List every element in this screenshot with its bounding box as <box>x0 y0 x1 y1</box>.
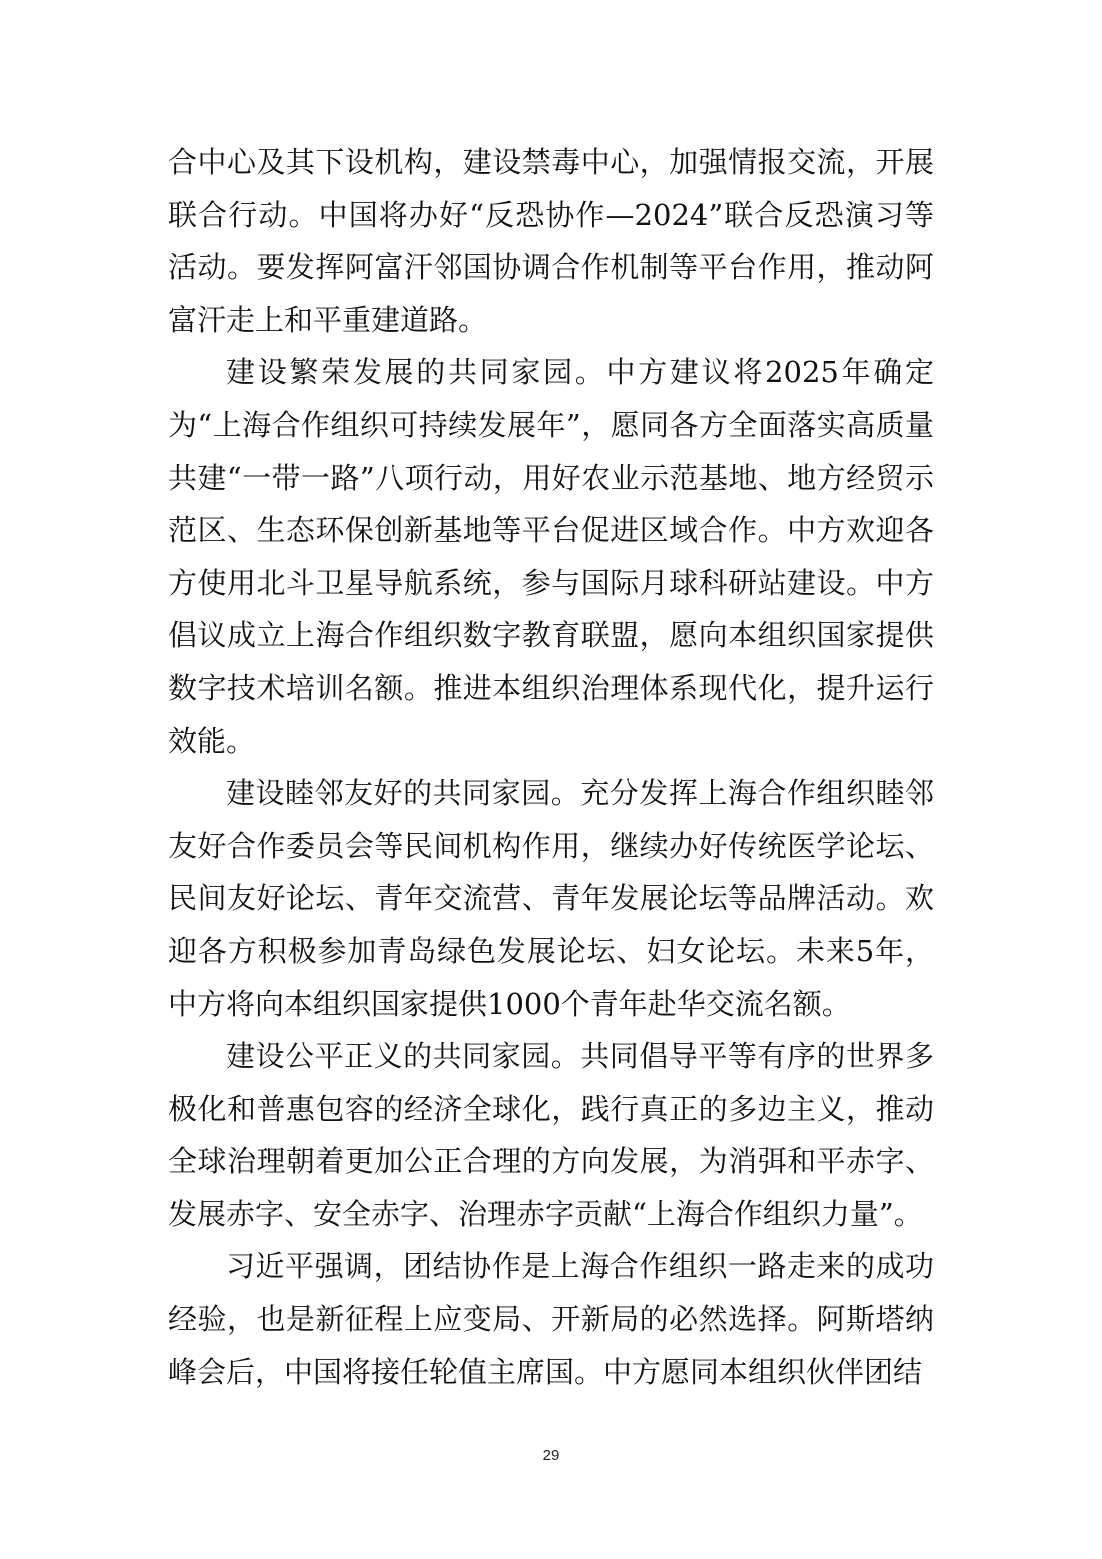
body-text <box>168 136 934 1398</box>
paragraph-5: 习近平强调，团结协作是上海合作组织一路走来的成功经验，也是新征程上应变局、开新局的必然选择。阿斯塔纳峰会后，中国将接任轮值主席国。中方愿同本组织伙伴团结 <box>168 1249 934 1389</box>
paragraph-2: 建设繁荣发展的共同家园。中方建议将2025年确定为“上海合作组织可持续发展年”，愿同各方全面落实高质量共建“一带一路”八项行动，用好农业示范基地、地方经贸示范区、生态环保创新基地等平台促进区域合作。中方欢迎各方使用北斗卫星导航系统，参与国际月球科研站建设。中方倡议成立上海合作组织数字教育联盟，愿向本组织国家提供数字技术培训名额。推进本组织治理体系现代化，提升运行效能。 <box>168 355 934 758</box>
page-number: 29 <box>542 1447 560 1464</box>
paragraph-1: 合中心及其下设机构，建设禁毒中心，加强情报交流，开展联合行动。中国将办好“反恐协作—2024”联合反恐演习等活动。要发挥阿富汗邻国协调合作机制等平台作用，推动阿富汗走上和平重建道路。 <box>168 145 934 337</box>
paragraph-4: 建设公平正义的共同家园。共同倡导平等有序的世界多极化和普惠包容的经济全球化，践行真正的多边主义，推动全球治理朝着更加公正合理的方向发展，为消弭和平赤字、发展赤字、安全赤字、治理赤字贡献“上海合作组织力量”。 <box>168 1039 934 1231</box>
paragraph-3: 建设睦邻友好的共同家园。充分发挥上海合作组织睦邻友好合作委员会等民间机构作用，继续办好传统医学论坛、民间友好论坛、青年交流营、青年发展论坛等品牌活动。欢迎各方积极参加青岛绿色发展论坛、妇女论坛。未来5年，中方将向本组织国家提供1000个青年赴华交流名额。 <box>168 776 934 1021</box>
